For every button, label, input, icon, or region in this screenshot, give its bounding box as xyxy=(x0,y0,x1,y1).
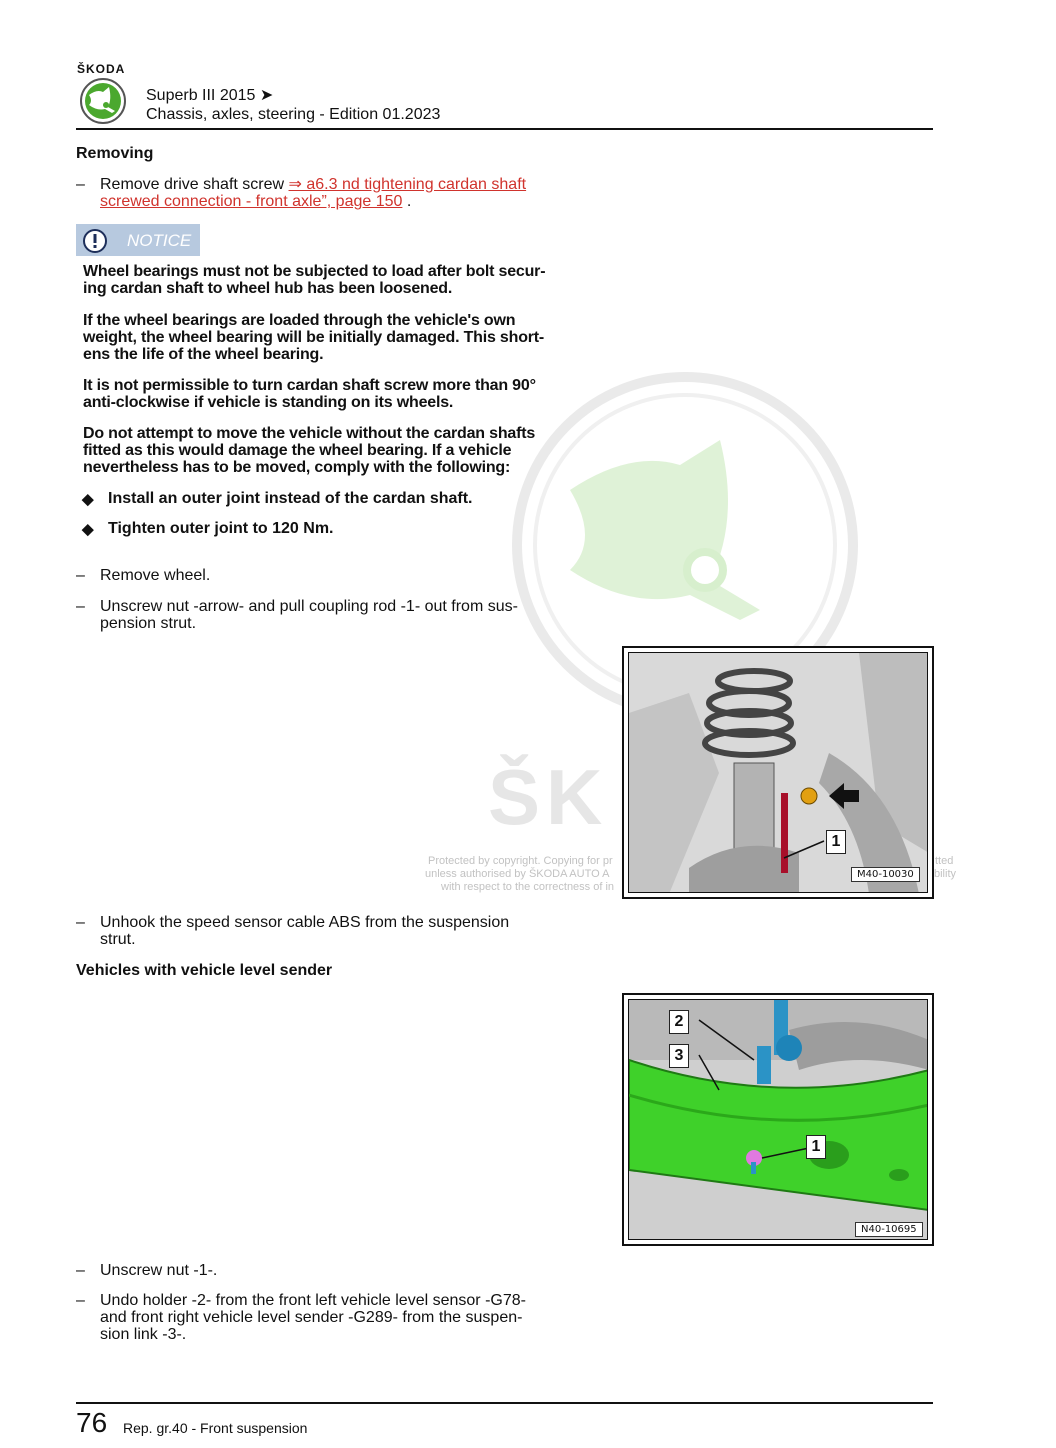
step-line: Unhook the speed sensor cable ABS from the suspension xyxy=(100,914,510,931)
notice-line: Wheel bearings must not be subjected to load after bolt secur- xyxy=(83,263,546,280)
section-heading-level-sender: Vehicles with vehicle level sender xyxy=(76,962,333,979)
step-text-end: . xyxy=(402,193,412,210)
diamond-bullet-icon: ◆ xyxy=(82,491,94,508)
header-divider xyxy=(76,128,933,130)
step-dash: – xyxy=(76,598,85,615)
step-remove-drive-shaft-screw xyxy=(100,176,580,210)
notice-label: NOTICE xyxy=(127,231,192,250)
notice-paragraph xyxy=(83,425,578,476)
figure-callout: 1 xyxy=(826,830,846,854)
watermark-copyright-line: bility xyxy=(934,868,957,880)
brand-wordmark: ŠKODA xyxy=(77,62,126,76)
figure-frame xyxy=(628,652,928,893)
watermark-copyright-line: with respect to the correctness of in xyxy=(441,881,615,893)
step-line: Undo holder -2- from the front left vehicle level sensor -G78- xyxy=(100,1292,526,1309)
figure-callout: 3 xyxy=(669,1044,689,1068)
exclamation-icon xyxy=(82,228,108,254)
footer-divider xyxy=(76,1402,933,1404)
step-dash: – xyxy=(76,567,85,584)
step-line: pension strut. xyxy=(100,615,197,632)
section-heading-removing: Removing xyxy=(76,145,154,162)
figure-suspension-strut xyxy=(622,646,934,899)
step-dash: – xyxy=(76,176,85,193)
strut-illustration xyxy=(629,653,928,893)
notice-bullet: Tighten outer joint to 120 Nm. xyxy=(108,520,334,537)
manual-subtitle: Chassis, axles, steering - Edition 01.2023 xyxy=(146,106,441,123)
watermark-copyright-line: tted xyxy=(935,855,954,867)
step-unscrew-nut: Unscrew nut -1-. xyxy=(100,1262,218,1279)
notice-line: Do not attempt to move the vehicle without the cardan shafts xyxy=(83,425,536,442)
notice-paragraph xyxy=(83,263,578,297)
step-dash: – xyxy=(76,914,85,931)
step-line: sion link -3-. xyxy=(100,1326,187,1343)
notice-line: weight, the wheel bearing will be initially damaged. This short- xyxy=(83,329,545,346)
step-line: and front right vehicle level sender -G289- from the suspen- xyxy=(100,1309,523,1326)
step-line: strut. xyxy=(100,931,136,948)
suspension-link-illustration xyxy=(629,1000,928,1240)
step-unhook-abs-cable xyxy=(100,914,580,948)
notice-line: anti-clockwise if vehicle is standing on its wheels. xyxy=(83,394,454,411)
step-remove-wheel: Remove wheel. xyxy=(100,567,211,584)
page-number: 76 xyxy=(76,1407,108,1438)
notice-bullet: Install an outer joint instead of the cardan shaft. xyxy=(108,490,473,507)
skoda-logo-icon xyxy=(79,77,127,125)
step-dash: – xyxy=(76,1262,85,1279)
notice-line: ens the life of the wheel bearing. xyxy=(83,346,324,363)
step-undo-holder xyxy=(100,1292,580,1343)
step-unscrew-coupling-rod xyxy=(100,598,580,632)
notice-line: ing cardan shaft to wheel hub has been loosened. xyxy=(83,280,453,297)
step-text: Remove drive shaft screw xyxy=(100,176,289,193)
step-dash: – xyxy=(76,1292,85,1309)
notice-line: It is not permissible to turn cardan shaft screw more than 90° xyxy=(83,377,536,394)
notice-line: If the wheel bearings are loaded through the vehicle's own xyxy=(83,312,516,329)
watermark-brand-text: ŠK xyxy=(488,753,609,841)
notice-line: fitted as this would damage the wheel bearing. If a vehicle xyxy=(83,442,512,459)
diamond-bullet-icon: ◆ xyxy=(82,521,94,538)
notice-paragraph xyxy=(83,312,578,363)
figure-frame xyxy=(628,999,928,1240)
figure-callout: 2 xyxy=(669,1010,689,1034)
manual-title: Superb III 2015 ➤ xyxy=(146,87,274,104)
footer-section-title: Rep. gr.40 - Front suspension xyxy=(123,1420,308,1436)
figure-code: M40-10030 xyxy=(851,867,920,882)
figure-code: N40-10695 xyxy=(855,1222,923,1237)
step-line: Unscrew nut -arrow- and pull coupling rod -1- out from sus- xyxy=(100,598,518,615)
watermark-copyright-line: Protected by copyright. Copying for pr xyxy=(428,855,613,867)
cross-reference-link-cont[interactable]: screwed connection - front axle”, page 150 xyxy=(100,193,403,210)
notice-line: nevertheless has to be moved, comply with the following: xyxy=(83,459,511,476)
figure-callout: 1 xyxy=(806,1135,826,1159)
cross-reference-link[interactable]: ⇒ a6.3 nd tightening cardan shaft xyxy=(288,176,527,193)
notice-paragraph xyxy=(83,377,578,411)
figure-level-sender xyxy=(622,993,934,1246)
watermark-copyright-line: unless authorised by ŠKODA AUTO A xyxy=(425,868,610,880)
